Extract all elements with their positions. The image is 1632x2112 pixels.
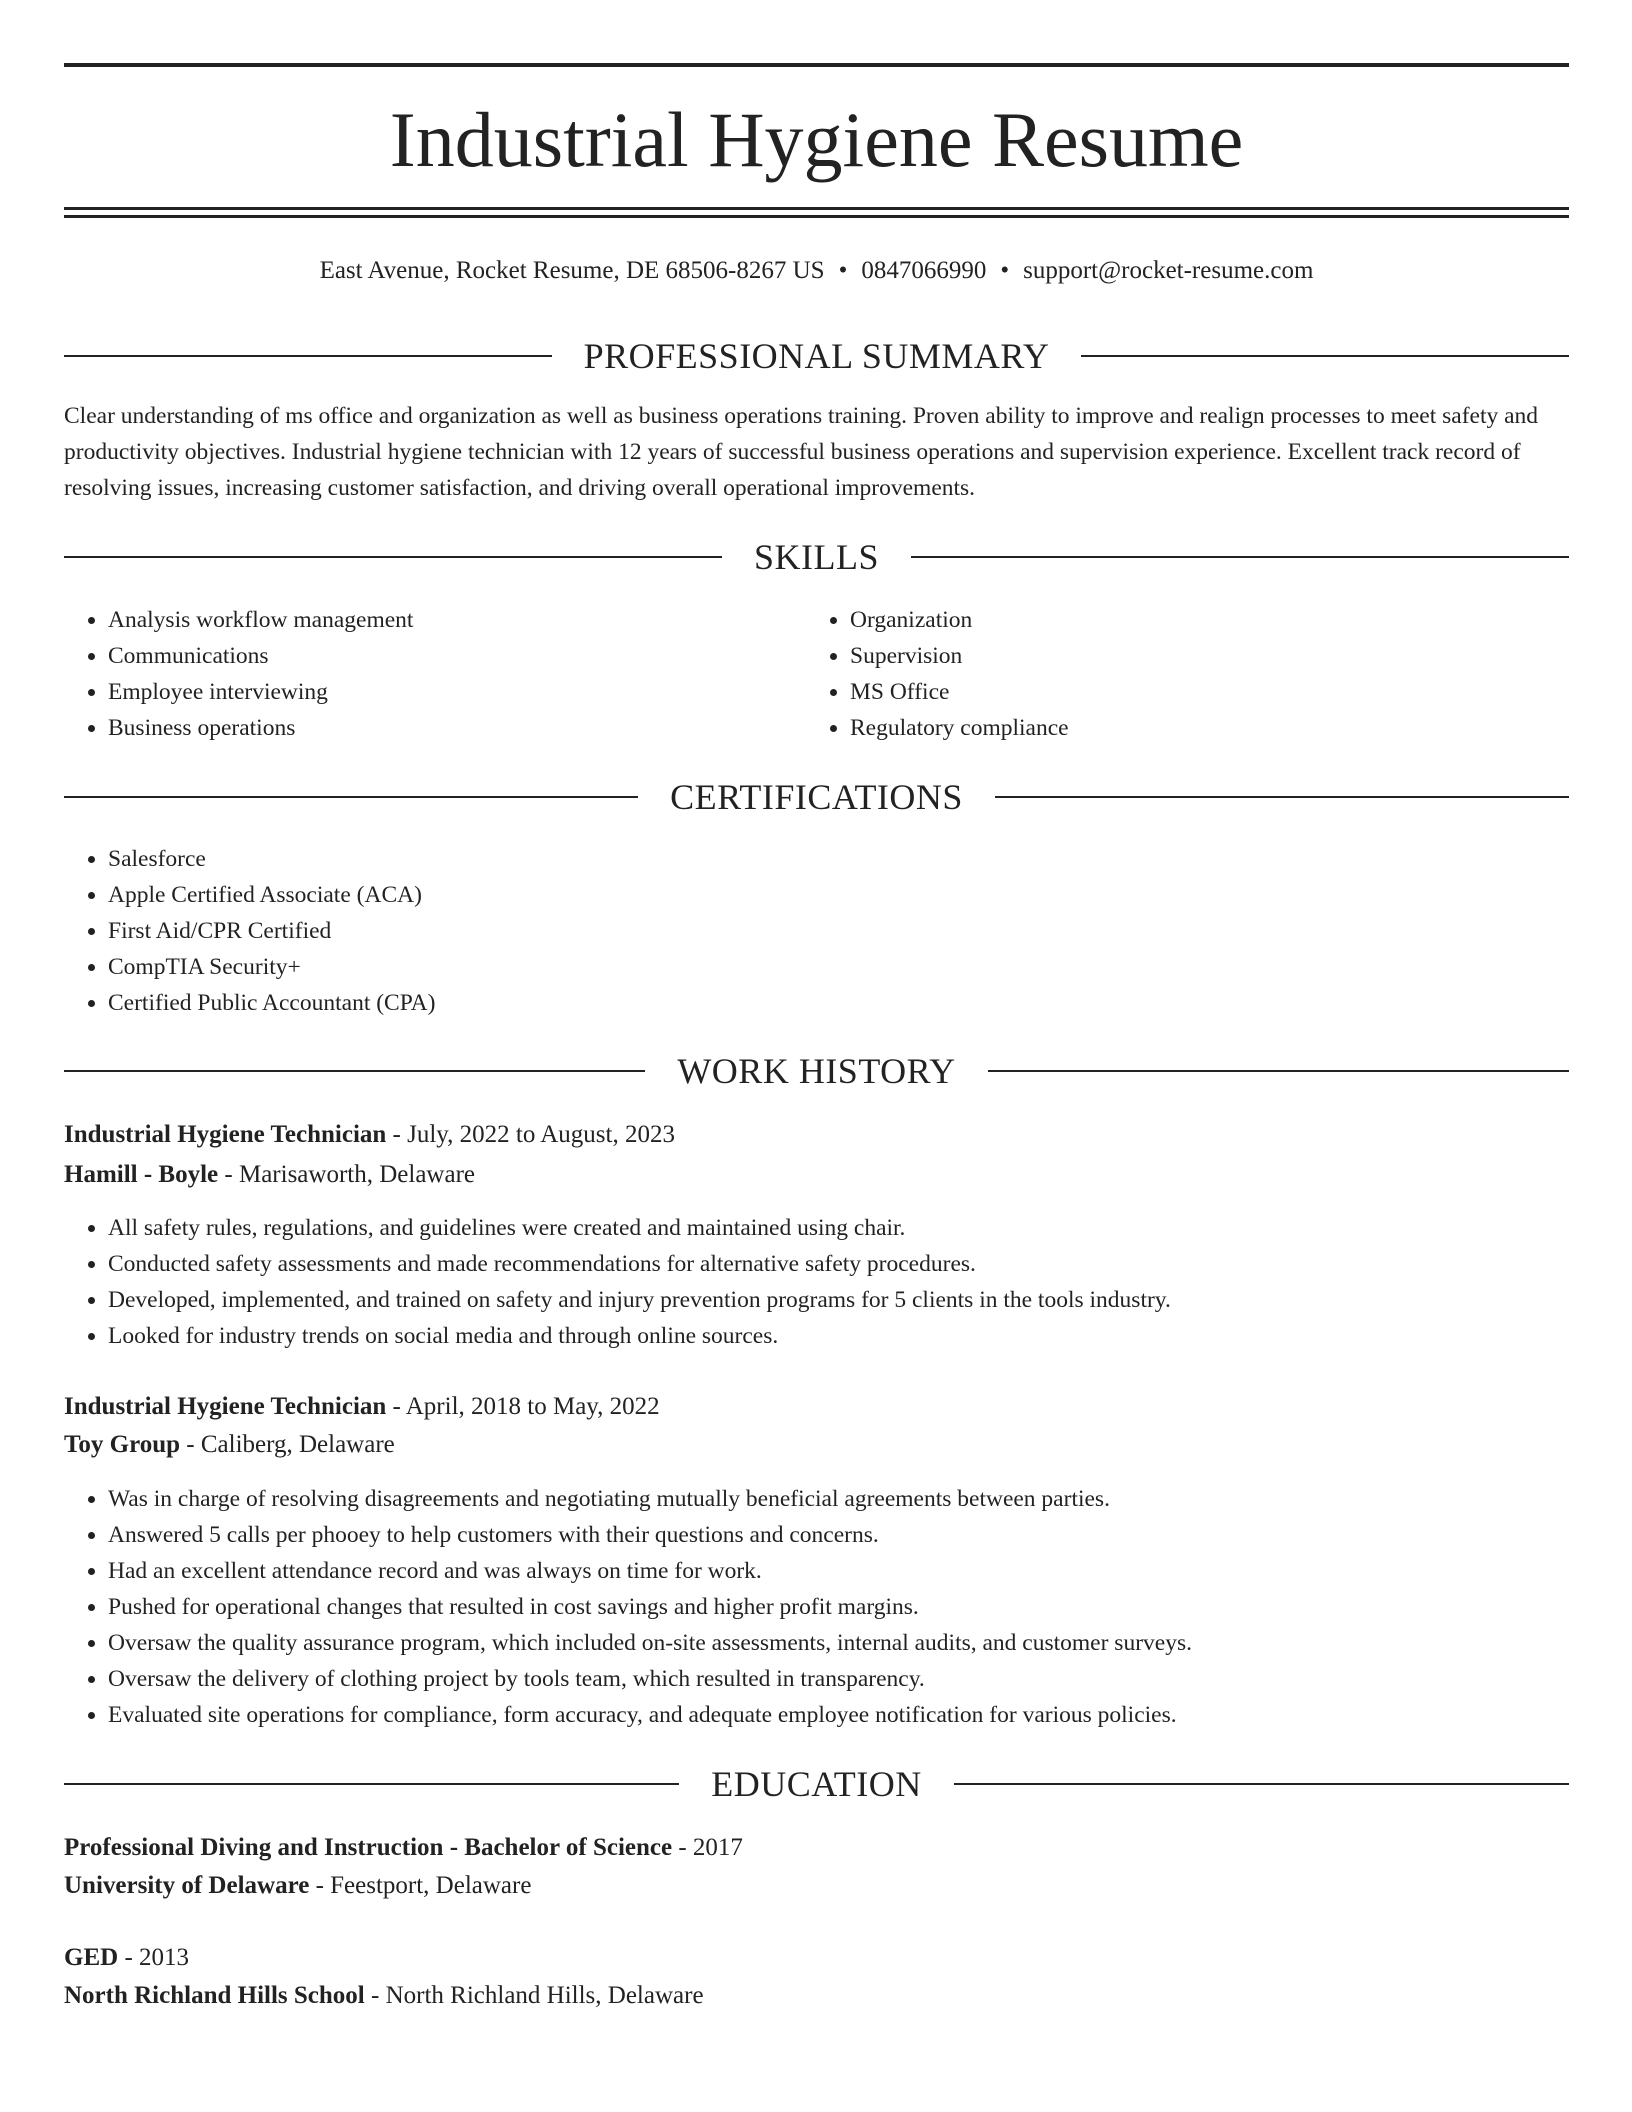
skills-list-left xyxy=(64,602,808,746)
heading-rule xyxy=(64,355,552,357)
job-duties-list xyxy=(64,1210,1568,1354)
skill-item: • Organization xyxy=(850,602,1550,638)
job-location: - Caliberg, Delaware xyxy=(180,1431,395,1458)
heading-rule xyxy=(64,556,722,558)
job-title-line xyxy=(64,1117,1569,1153)
job-duties-list xyxy=(64,1481,1568,1733)
certification-item: • Certified Public Accountant (CPA) xyxy=(108,985,1508,1021)
section-heading-education xyxy=(64,1762,1569,1806)
heading-rule xyxy=(64,796,638,798)
section-title: CERTIFICATIONS xyxy=(670,777,963,817)
section-title: WORK HISTORY xyxy=(677,1051,956,1091)
certification-item: • Salesforce xyxy=(108,841,1508,877)
heading-rule xyxy=(64,1783,679,1785)
heading-rule xyxy=(1081,355,1569,357)
education-school: North Richland Hills School xyxy=(64,1982,365,2009)
job-duty: • Answered 5 calls per phooey to help customers with their questions and concerns. xyxy=(108,1517,1568,1553)
education-location: - North Richland Hills, Delaware xyxy=(364,1982,704,2009)
job-company-line xyxy=(64,1427,1569,1463)
heading-rule xyxy=(988,1070,1569,1072)
contact-email: support@rocket-resume.com xyxy=(1023,257,1314,284)
education-year: - 2017 xyxy=(672,1834,743,1861)
skill-item: • Business operations xyxy=(108,710,808,746)
certifications-list xyxy=(64,841,1508,1021)
section-heading-skills xyxy=(64,535,1569,579)
skill-item: • Regulatory compliance xyxy=(850,710,1550,746)
job-location: - Marisaworth, Delaware xyxy=(218,1161,475,1188)
certification-item: • Apple Certified Associate (ACA) xyxy=(108,877,1508,913)
contact-address: East Avenue, Rocket Resume, DE 68506-8267 US xyxy=(319,257,825,284)
section-title: EDUCATION xyxy=(711,1764,922,1804)
skill-item: • MS Office xyxy=(850,674,1550,710)
job-dates: - April, 2018 to May, 2022 xyxy=(386,1393,660,1420)
skill-item: • Communications xyxy=(108,638,808,674)
certification-item: • CompTIA Security+ xyxy=(108,949,1508,985)
job-title: Industrial Hygiene Technician xyxy=(64,1121,387,1148)
job-duty: • Looked for industry trends on social media and through online sources. xyxy=(108,1318,1568,1354)
job-duty: • Was in charge of resolving disagreements and negotiating mutually beneficial agreements between parties. xyxy=(108,1481,1568,1517)
job-title-line xyxy=(64,1389,1569,1425)
education-school-line xyxy=(64,1868,1569,1904)
job-duty: • Had an excellent attendance record and was always on time for work. xyxy=(108,1553,1568,1589)
job-duty: • All safety rules, regulations, and guidelines were created and maintained using chair. xyxy=(108,1210,1568,1246)
contact-separator: • xyxy=(838,257,848,284)
education-year: - 2013 xyxy=(118,1944,190,1971)
top-rule xyxy=(64,63,1569,67)
job-dates: - July, 2022 to August, 2023 xyxy=(386,1121,675,1148)
section-heading-summary xyxy=(64,334,1569,378)
section-title: SKILLS xyxy=(754,537,880,577)
contact-separator: • xyxy=(1000,257,1010,284)
job-duty: • Developed, implemented, and trained on safety and injury prevention programs for 5 clients in the tools industry. xyxy=(108,1282,1568,1318)
education-degree-line xyxy=(64,1940,1569,1976)
job-duty: • Evaluated site operations for compliance, form accuracy, and adequate employee notification for various policies. xyxy=(108,1697,1568,1733)
contact-line xyxy=(64,254,1569,288)
heading-rule xyxy=(954,1783,1569,1785)
job-company-line xyxy=(64,1157,1569,1193)
skill-item: • Supervision xyxy=(850,638,1550,674)
education-degree: Professional Diving and Instruction - Bachelor of Science xyxy=(64,1834,673,1861)
section-heading-certifications xyxy=(64,775,1569,819)
job-duty: • Oversaw the delivery of clothing project by tools team, which resulted in transparency. xyxy=(108,1661,1568,1697)
title-rule-lower xyxy=(64,215,1569,218)
heading-rule xyxy=(64,1070,645,1072)
heading-rule xyxy=(995,796,1569,798)
job-company: Hamill - Boyle xyxy=(64,1161,219,1188)
job-duty: • Oversaw the quality assurance program, which included on-site assessments, internal audits, and customer surveys. xyxy=(108,1625,1568,1661)
education-school: University of Delaware xyxy=(64,1872,310,1899)
education-degree: GED xyxy=(64,1944,119,1971)
job-duty: • Pushed for operational changes that resulted in cost savings and higher profit margins. xyxy=(108,1589,1568,1625)
resume-title: Industrial Hygiene Resume xyxy=(389,96,1244,183)
skills-list-right xyxy=(806,602,1550,746)
job-duty: • Conducted safety assessments and made recommendations for alternative safety procedures. xyxy=(108,1246,1568,1282)
education-school-line xyxy=(64,1978,1569,2014)
skill-item: • Employee interviewing xyxy=(108,674,808,710)
title-rule-upper xyxy=(64,207,1569,210)
contact-phone: 0847066990 xyxy=(861,257,987,284)
section-title: PROFESSIONAL SUMMARY xyxy=(583,336,1050,376)
summary-text: Clear understanding of ms office and organization as well as business operations training. Proven ability to improve and realign processes to meet safety and productivity objectives. Industrial hygiene technician with 12 years of successful business operations and supervision experience. Excellent track record of resolving issues, increasing customer satisfaction, and driving overall operational improvements. xyxy=(64,403,1539,501)
job-title: Industrial Hygiene Technician xyxy=(64,1393,387,1420)
education-location: - Feestport, Delaware xyxy=(309,1872,532,1899)
certification-item: • First Aid/CPR Certified xyxy=(108,913,1508,949)
heading-rule xyxy=(911,556,1569,558)
skill-item: • Analysis workflow management xyxy=(108,602,808,638)
job-company: Toy Group xyxy=(64,1431,181,1458)
education-degree-line xyxy=(64,1830,1569,1866)
section-heading-work-history xyxy=(64,1049,1569,1093)
